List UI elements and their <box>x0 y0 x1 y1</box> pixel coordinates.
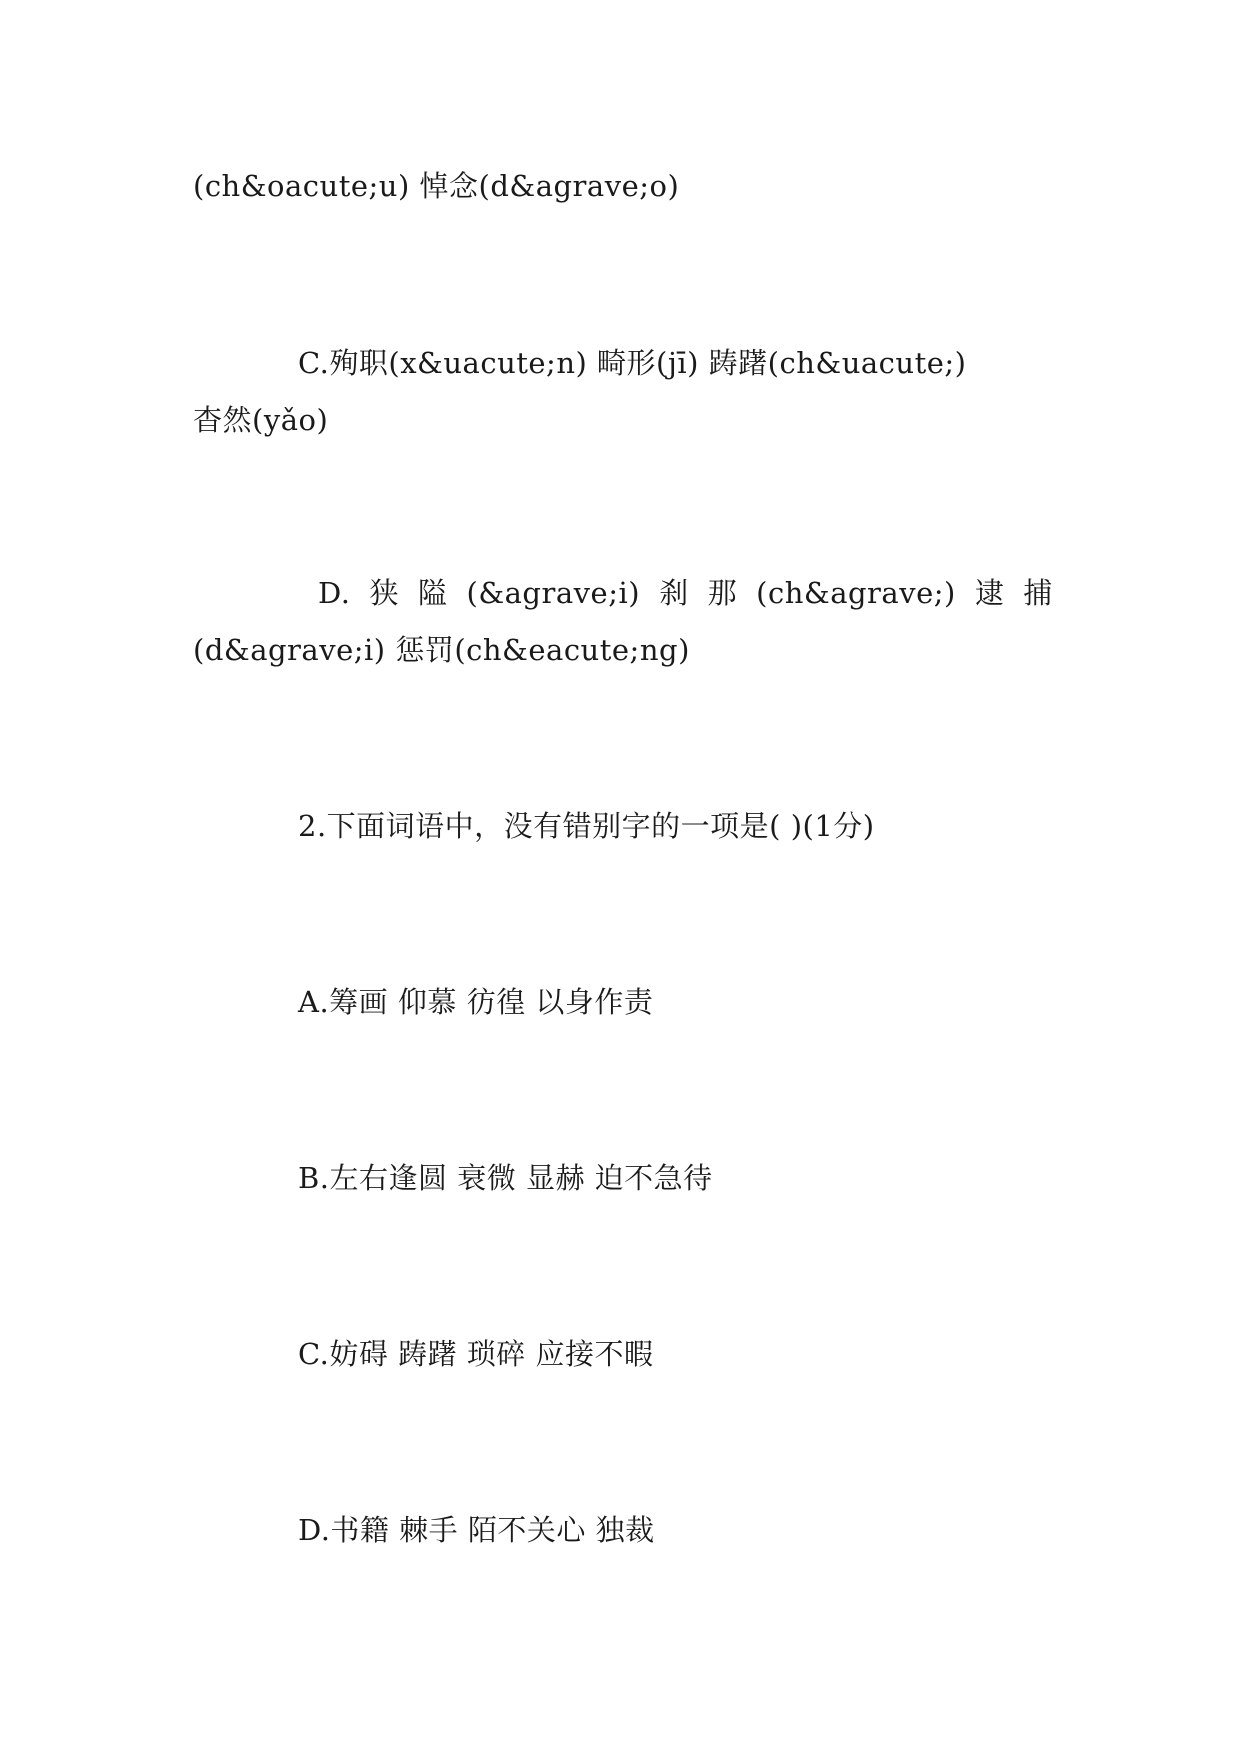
option-d-line-1 <box>318 573 1053 613</box>
question-2: 2.下面词语中，没有错别字的一项是( )(1分) <box>298 809 875 843</box>
option-c-line-1: C.殉职(x&uacute;n) 畸形(jī) 踌躇(ch&uacute;) <box>298 346 967 380</box>
option-d-part: (ch&agrave;) <box>756 576 956 610</box>
option-c-line-2: 杳然(yǎo) <box>193 403 329 437</box>
question-2-option-a: A.筹画 仰慕 彷徨 以身作责 <box>298 985 654 1019</box>
option-d-part: (&agrave;i) <box>466 576 641 610</box>
question-2-option-b: B.左右逢圆 衰微 显赫 迫不急待 <box>298 1161 713 1195</box>
option-d-part: 刹 <box>659 576 689 610</box>
question-2-option-d: D.书籍 棘手 陌不关心 独裁 <box>298 1513 655 1547</box>
question-2-option-c: C.妨碍 踌躇 琐碎 应接不暇 <box>298 1337 654 1371</box>
option-d-part: 隘 <box>417 576 448 610</box>
option-d-part: D. <box>318 576 351 610</box>
option-b-continuation: (ch&oacute;u) 悼念(d&agrave;o) <box>193 169 680 203</box>
option-d-part: 逮 <box>974 576 1005 610</box>
option-d-part: 狭 <box>369 576 399 610</box>
option-d-line-2: (d&agrave;i) 惩罚(ch&eacute;ng) <box>193 633 690 667</box>
option-d-part: 捕 <box>1023 576 1053 610</box>
option-d-part: 那 <box>707 576 738 610</box>
